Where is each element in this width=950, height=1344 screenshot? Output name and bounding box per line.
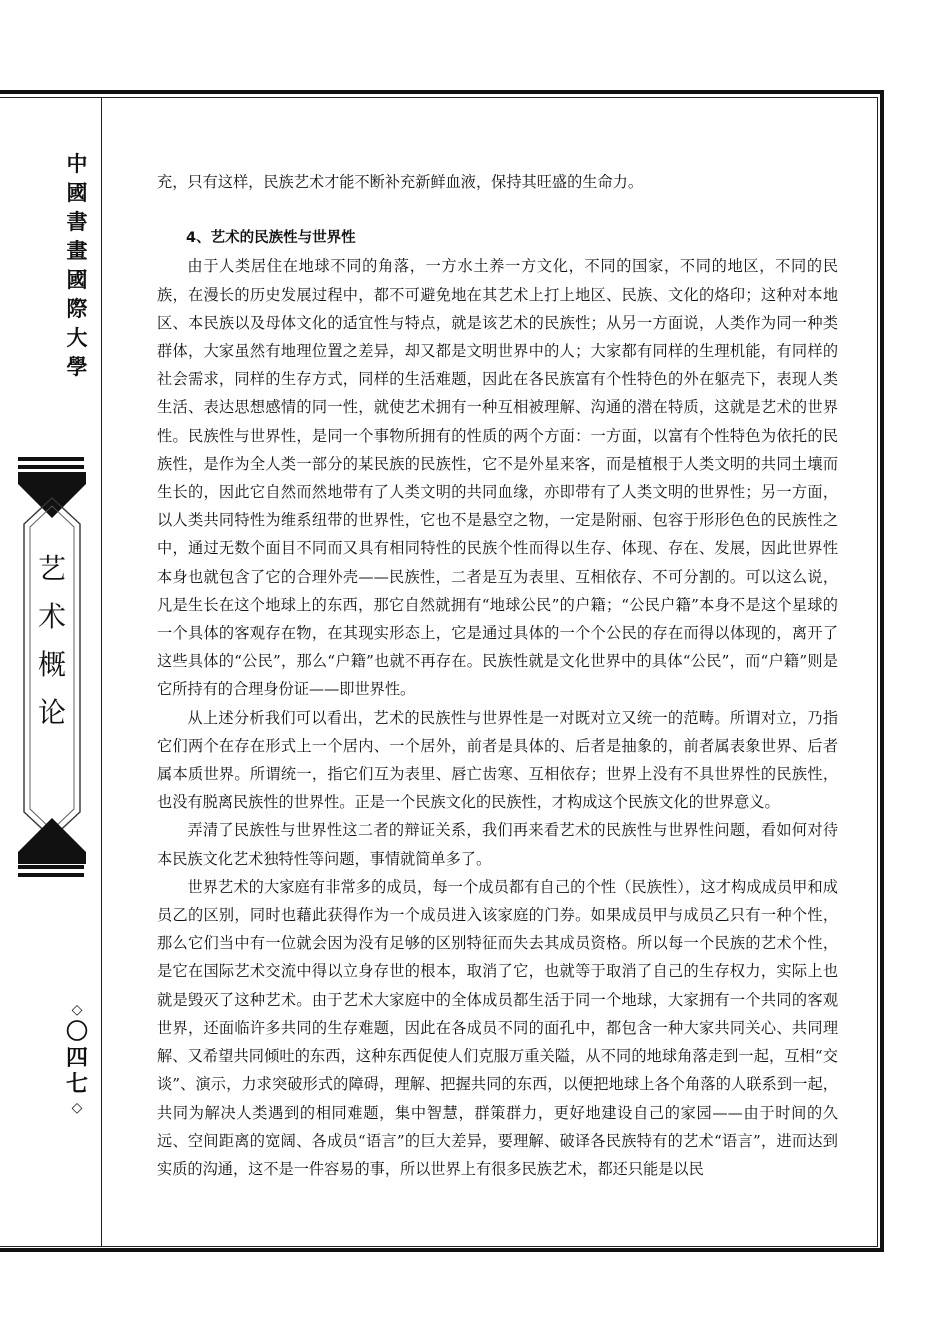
book-title-char: 术	[37, 600, 66, 633]
title-panel-bottom-bars	[18, 865, 84, 881]
page-number-vertical	[60, 1000, 94, 1118]
paragraph: 世界艺术的大家庭有非常多的成员，每一个成员都有自己的个性（民族性），这才构成成员甲和成员乙的区别，同时也藉此获得作为一个成员进入该家庭的门券。如果成员甲与成员乙只有一种个性，那么它们当中有一位就会因为没有足够的区别特征而失去其成员资格。所以每一个民族的艺术个性，是它在国际艺术交流中得以立身存世的根本，取消了它，也就等于取消了自己的生存权力，实际上也就是毁灭了这种艺术。由于艺术大家庭中的全体成员都生活于同一个地球，大家拥有一个共同的客观世界，还面临许多共同的生存难题，因此在各成员不同的面孔中，都包含一种大家共同关心、共同理解、又希望共同倾吐的东西，这种东西促使人们克服万重关隘，从不同的地球角落走到一起，互相“交谈”、演示，力求突破形式的障碍，理解、把握共同的东西，以便把地球上各个角落的人联系到一起，共同为解决人类遇到的相同难题，集中智慧，群策群力，更好地建设自己的家园——由于时间的久远、空间距离的宽阔、各成员“语言”的巨大差异，要理解、破译各民族特有的艺术“语言”，进而达到实质的沟通，这不是一件容易的事，所以世界上有很多民族艺术，都还只能是以民	[157, 877, 838, 1178]
diamond-icon: ◇	[71, 1100, 83, 1116]
school-char: 國	[66, 268, 88, 292]
school-char: 大	[66, 326, 88, 350]
paragraph: 从上述分析我们可以看出，艺术的民族性与世界性是一对既对立又统一的范畴。所谓对立，乃指它们两个在存在形式上一个居内、一个居外，前者是具体的、后者是抽象的，前者属表象世界、后者属本质世界。所谓统一，指它们互为表里、唇亡齿寒、互相依存；世界上没有不具世界性的民族性，也没有脱离民族性的世界性。正是一个民族文化的民族性，才构成这个民族文化的世界意义。	[157, 708, 838, 812]
book-title-char: 概	[37, 648, 66, 681]
page-number-char: 七	[65, 1072, 88, 1097]
page-number-char: 四	[65, 1046, 88, 1071]
page-number-char: 〇	[65, 1020, 88, 1045]
school-name-vertical	[62, 150, 92, 382]
school-char: 學	[66, 355, 88, 379]
paragraph: 弄清了民族性与世界性这二者的辩证关系，我们再来看艺术的民族性与世界性问题，看如何对待本民族文化艺术独特性等问题，事情就简单多了。	[157, 821, 838, 868]
school-char: 際	[66, 297, 88, 321]
section-heading: 4、艺术的民族性与世界性	[186, 230, 356, 247]
diamond-icon: ◇	[71, 1002, 83, 1018]
school-char: 畫	[66, 239, 88, 263]
paragraph: 充，只有这样，民族艺术才能不断补充新鲜血液，保持其旺盛的生命力。	[157, 173, 643, 191]
title-panel-top-bars	[18, 457, 84, 473]
body-text	[157, 168, 838, 1183]
school-char: 書	[66, 210, 88, 234]
spine-divider	[101, 97, 102, 1247]
paragraph: 由于人类居住在地球不同的角落，一方水土养一方文化，不同的国家，不同的地区，不同的民族，在漫长的历史发展过程中，都不可避免地在其艺术上打上地区、民族、文化的烙印；这种对本地区、本民族以及母体文化的适宜性与特点，就是该艺术的民族性；从另一方面说，人类作为同一种类群体，大家虽然有地理位置之差异，却又都是文明世界中的人；大家都有同样的生理机能，有同样的社会需求，同样的生存方式，同样的生活难题，因此在各民族富有个性特色的外在躯壳下，表现人类生活、表达思想感情的同一性，就使艺术拥有一种互相被理解、沟通的潜在特质，这就是艺术的世界性。民族性与世界性，是同一个事物所拥有的性质的两个方面：一方面，以富有个性特色为依托的民族性，是作为全人类一部分的某民族的民族性，它不是外星来客，而是植根于人类文明的共同土壤而生长的，因此它自然而然地带有了人类文明的共同血缘，亦即带有了人类文明的世界性；另一方面，以人类共同特性为维系纽带的世界性，它也不是悬空之物，一定是附丽、包容于形形色色的民族性之中，通过无数个面目不同而又具有相同特性的民族个性而得以生存、体现、存在、发展，因此世界性本身也就包含了它的合理外壳——民族性，二者是互为表里、互相依存、不可分割的。可以这么说，凡是生长在这个地球上的东西，那它自然就拥有“地球公民”的户籍；“公民户籍”本身不是这个星球的一个具体的客观存在物，在其现实形态上，它是通过具体的一个个公民的存在而得以体现的，离开了这些具体的“公民”，那么“户籍”也就不再存在。民族性就是文化世界中的具体“公民”，而“户籍”则是它所持有的合理身份证——即世界性。	[157, 257, 838, 699]
book-title-vertical	[35, 545, 69, 737]
book-title-char: 艺	[37, 552, 66, 585]
book-title-char: 论	[37, 696, 66, 729]
school-char: 國	[66, 181, 88, 205]
school-char: 中	[66, 152, 88, 176]
